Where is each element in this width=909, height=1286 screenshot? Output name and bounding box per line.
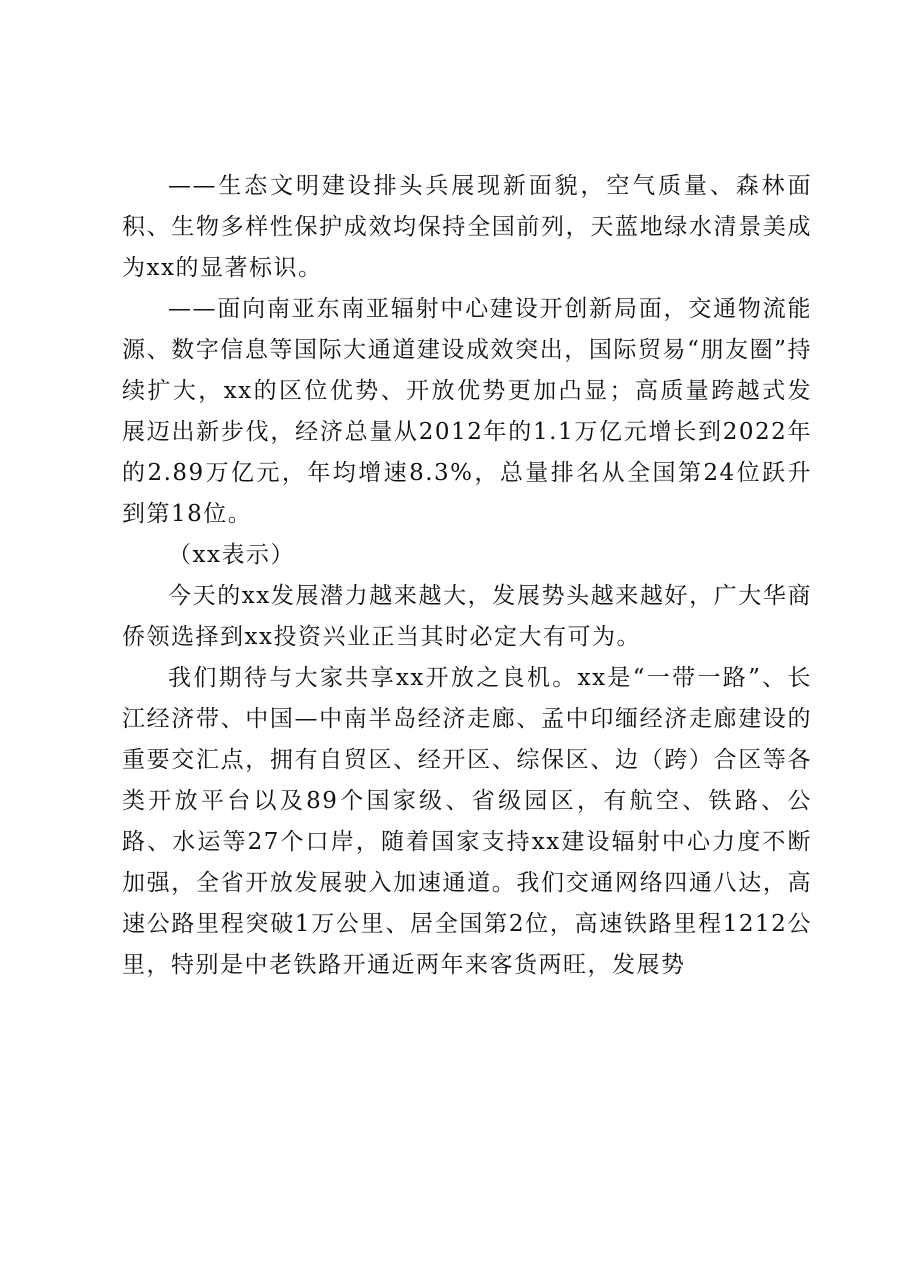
paragraph-development-potential: 今天的xx发展潜力越来越大，发展势头越来越好，广大华商侨领选择到xx投资兴业正当其时必定大有可为。 [122,583,812,650]
paragraph-speaker-note: （xx表示） [168,542,295,568]
paragraph-opening-opportunity: 我们期待与大家共享xx开放之良机。xx是“一带一路”、长江经济带、中国—中南半岛经济走廊、孟中印缅经济走廊建设的重要交汇点，拥有自贸区、经开区、综保区、边（跨）合区等各类开放平台以及89个国家级、省级园区，有航空、铁路、公路、水运等27个口岸，随着国家支持xx建设辐射中心力度不断加强，全省开放发展驶入加速通道。我们交通网络四通八达，高速公路里程突破1万公里、居全国第2位，高速铁路里程1212公里，特别是中老铁路开通近两年来客货两旺，发展势 [122,665,812,978]
document-body [122,166,812,986]
paragraph-radiation-center: ——面向南亚东南亚辐射中心建设开创新局面，交通物流能源、数字信息等国际大通道建设成效突出，国际贸易“朋友圈”持续扩大，xx的区位优势、开放优势更加凸显；高质量跨越式发展迈出新步伐，经济总量从2012年的1.1万亿元增长到2022年的2.89万亿元，年均增速8.3%，总量排名从全国第24位跃升到第18位。 [122,296,812,527]
paragraph-ecology: ——生态文明建设排头兵展现新面貌，空气质量、森林面积、生物多样性保护成效均保持全国前列，天蓝地绿水清景美成为xx的显著标识。 [122,173,812,281]
